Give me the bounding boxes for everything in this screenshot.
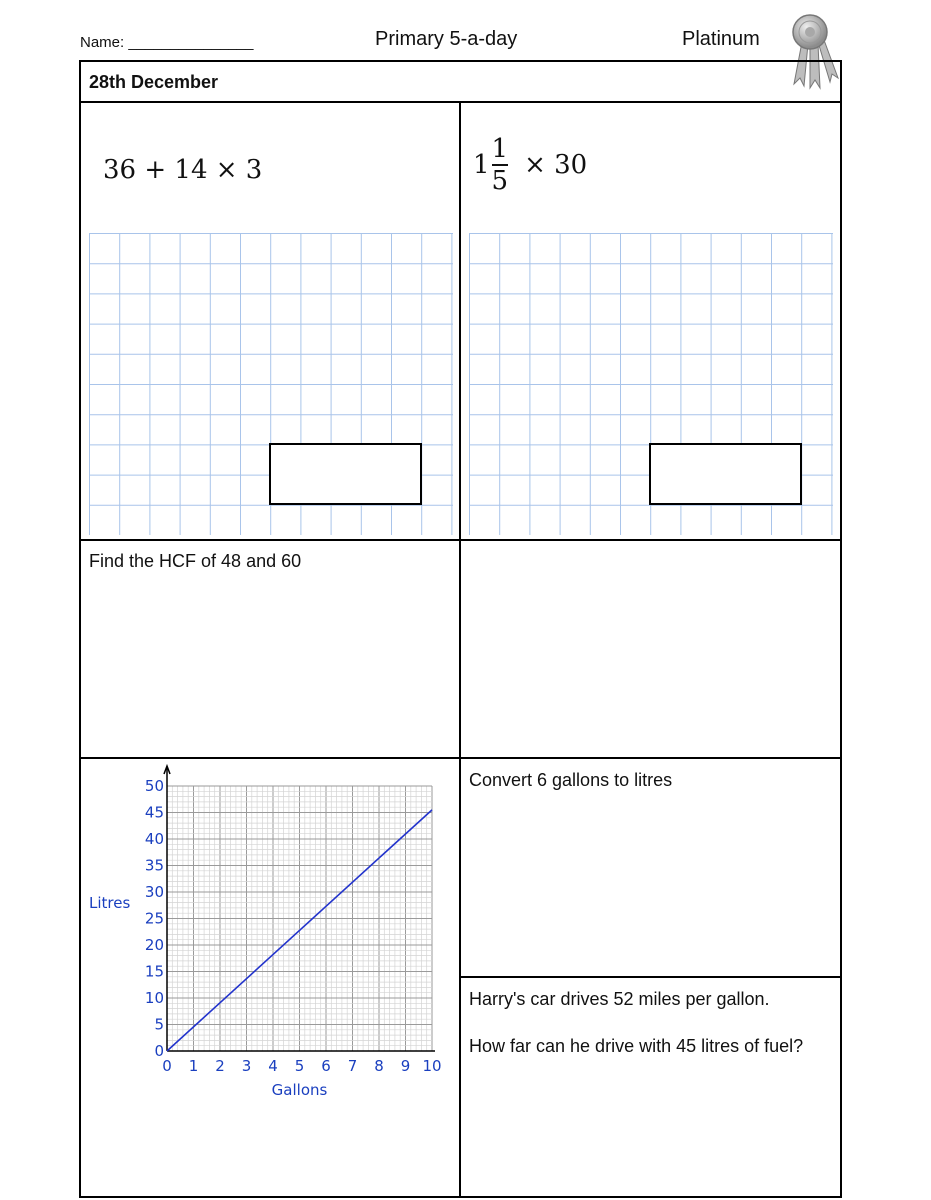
y-tick-label: 10: [144, 989, 164, 1007]
x-tick-label: 0: [162, 1057, 172, 1075]
x-tick-label: 10: [422, 1057, 442, 1075]
answer-box-2[interactable]: [649, 443, 802, 505]
question-5-line-2: How far can he drive with 45 litres of fuel?: [469, 1036, 804, 1056]
x-tick-label: 8: [374, 1057, 384, 1075]
question-2-expression: [473, 134, 587, 214]
fraction-numerator: 1: [491, 134, 509, 164]
y-tick-label: 20: [144, 936, 164, 954]
y-tick-label: 40: [144, 830, 164, 848]
question-3-text: Find the HCF of 48 and 60: [89, 551, 302, 571]
x-axis-label: Gallons: [271, 1081, 328, 1099]
divider: [460, 976, 842, 978]
mixed-whole: 1: [473, 150, 490, 180]
question-1-expression: 36 + 14 × 3: [103, 155, 263, 185]
question-5-line-1: Harry's car drives 52 miles per gallon.: [469, 989, 770, 1009]
y-tick-label: 50: [144, 777, 164, 795]
x-tick-label: 6: [321, 1057, 331, 1075]
worksheet-title: Primary 5-a-day: [375, 28, 518, 50]
divider: [459, 101, 461, 1198]
multiply-part: × 30: [524, 150, 588, 180]
x-tick-label: 4: [268, 1057, 278, 1075]
date-label: 28th December: [89, 72, 219, 92]
y-tick-label: 25: [144, 909, 164, 928]
x-tick-label: 5: [294, 1057, 305, 1075]
question-4-text: Convert 6 gallons to litres: [469, 770, 673, 790]
x-tick-label: 7: [347, 1057, 358, 1075]
name-field-label: Name: _______________: [80, 34, 254, 51]
y-tick-label: 30: [144, 883, 164, 901]
x-tick-label: 2: [215, 1057, 225, 1075]
y-axis-label: Litres: [89, 893, 131, 912]
x-tick-label: 9: [400, 1057, 411, 1075]
y-tick-label: 15: [144, 962, 164, 981]
y-tick-label: 45: [144, 803, 164, 822]
fraction-denominator: 5: [491, 166, 509, 196]
x-tick-label: 3: [241, 1057, 252, 1075]
y-tick-label: 5: [154, 1015, 164, 1034]
x-tick-label: 1: [188, 1057, 199, 1075]
conversion-chart: [85, 762, 455, 1107]
fraction: [492, 134, 509, 196]
y-tick-label: 0: [154, 1042, 164, 1060]
y-tick-label: 35: [144, 856, 164, 875]
level-label: Platinum: [682, 28, 760, 50]
chart-grid: [167, 786, 432, 1051]
answer-box-1[interactable]: [269, 443, 422, 505]
